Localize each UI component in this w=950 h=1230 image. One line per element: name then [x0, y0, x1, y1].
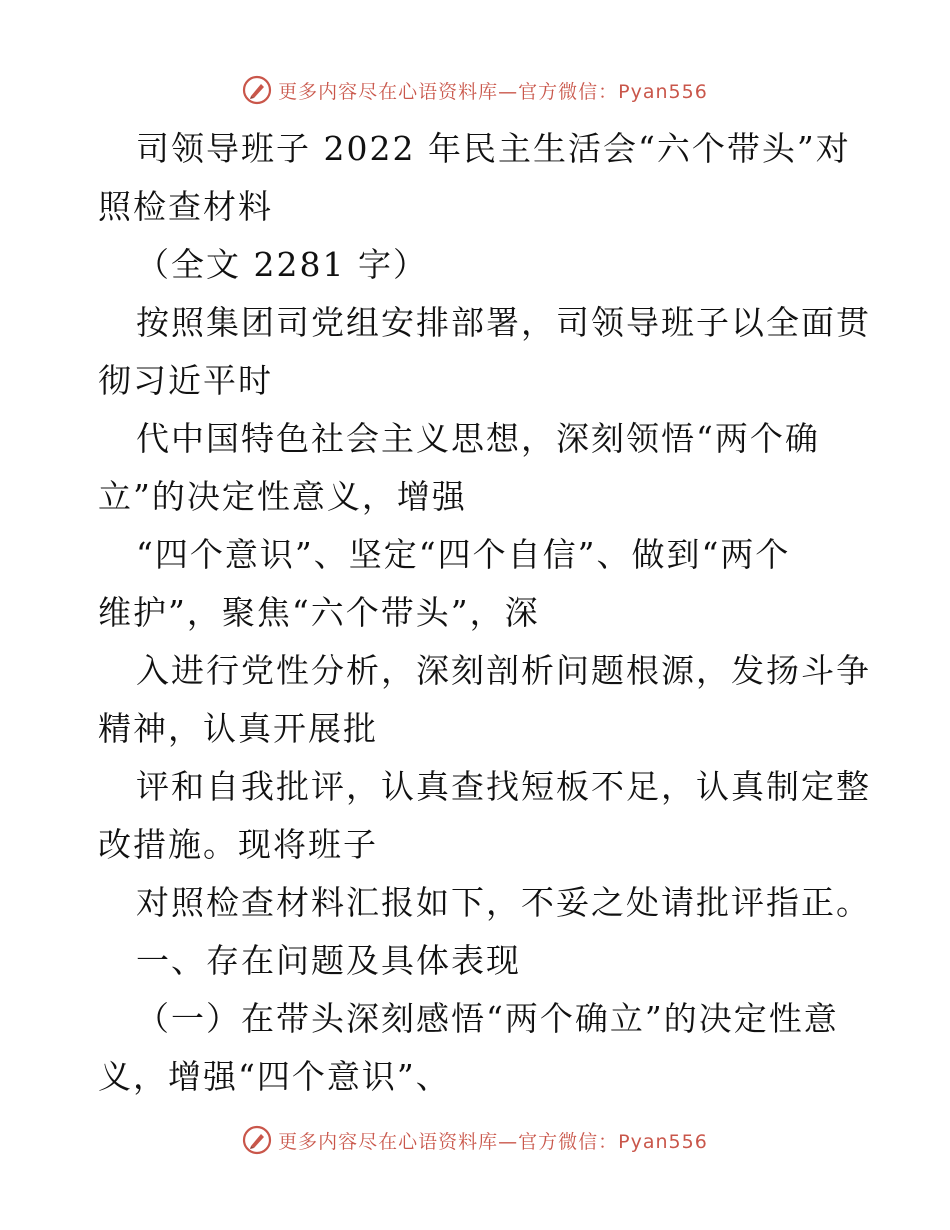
document-line: 司领导班子 2022 年民主生活会“六个带头”对 [136, 129, 851, 168]
document-line: 对照检查材料汇报如下，不妥之处请批评指正。 [136, 883, 871, 922]
document-body [98, 120, 871, 1106]
header-watermark [0, 70, 950, 110]
document-line: 彻习近平时 [98, 361, 273, 400]
document-line: “四个意识”、坚定“四个自信”、做到“两个 [136, 535, 791, 574]
document-line: 维护”，聚焦“六个带头”，深 [98, 593, 540, 632]
pen-logo-icon [242, 75, 272, 105]
document-line: （全文 2281 字） [136, 245, 428, 284]
document-line: 入进行党性分析，深刻剖析问题根源，发扬斗争 [136, 651, 871, 690]
document-line: 一、存在问题及具体表现 [136, 941, 521, 980]
watermark-text: 更多内容尽在心语资料库—官方微信：Pyan556 [278, 80, 708, 103]
document-line: （一）在带头深刻感悟“两个确立”的决定性意 [136, 999, 839, 1038]
document-line: 按照集团司党组安排部署，司领导班子以全面贯 [136, 303, 871, 342]
document-line: 评和自我批评，认真查找短板不足，认真制定整 [136, 767, 871, 806]
document-line: 精神，认真开展批 [98, 709, 378, 748]
document-line: 代中国特色社会主义思想，深刻领悟“两个确 [136, 419, 820, 458]
document-line: 改措施。现将班子 [98, 825, 378, 864]
document-line: 照检查材料 [98, 187, 273, 226]
document-line: 义，增强“四个意识”、 [98, 1057, 451, 1096]
watermark-text: 更多内容尽在心语资料库—官方微信：Pyan556 [278, 1130, 708, 1153]
document-line: 立”的决定性意义，增强 [98, 477, 467, 516]
footer-watermark [0, 1120, 950, 1160]
pen-logo-icon [242, 1125, 272, 1155]
